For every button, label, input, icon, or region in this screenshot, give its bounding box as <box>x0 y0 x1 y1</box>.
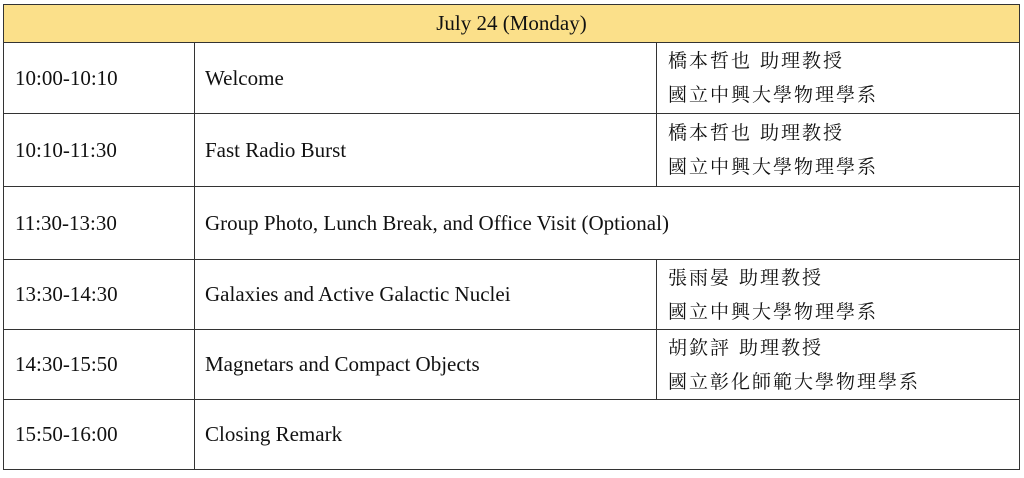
speaker-affiliation: 國立彰化師範大學物理學系 <box>668 370 921 393</box>
table-row <box>4 400 1020 470</box>
speaker-affiliation: 國立中興大學物理學系 <box>668 84 879 106</box>
time-slot: 14:30-15:50 <box>4 330 195 400</box>
speaker-affiliation: 國立中興大學物理學系 <box>668 300 879 323</box>
speaker-info <box>657 260 1020 330</box>
schedule-table <box>3 4 1020 470</box>
table-row <box>4 260 1020 330</box>
speaker-name: 胡欽評 助理教授 <box>668 336 824 359</box>
session-topic: Magnetars and Compact Objects <box>195 330 657 400</box>
table-row <box>4 330 1020 400</box>
speaker-name: 橋本哲也 助理教授 <box>668 122 845 144</box>
speaker-name: 橋本哲也 助理教授 <box>668 50 845 72</box>
time-slot: 11:30-13:30 <box>4 187 195 260</box>
session-topic: Group Photo, Lunch Break, and Office Visit (Optional) <box>195 187 1020 260</box>
speaker-info <box>657 43 1020 114</box>
session-topic: Galaxies and Active Galactic Nuclei <box>195 260 657 330</box>
time-slot: 15:50-16:00 <box>4 400 195 470</box>
time-slot: 10:00-10:10 <box>4 43 195 114</box>
speaker-name: 張雨晏 助理教授 <box>668 266 824 289</box>
speaker-info <box>657 114 1020 187</box>
schedule-header-row <box>4 5 1020 43</box>
time-slot: 13:30-14:30 <box>4 260 195 330</box>
table-row <box>4 187 1020 260</box>
table-row <box>4 114 1020 187</box>
speaker-affiliation: 國立中興大學物理學系 <box>668 156 879 178</box>
session-topic: Welcome <box>195 43 657 114</box>
speaker-info <box>657 330 1020 400</box>
day-title: July 24 (Monday) <box>4 5 1020 43</box>
table-row <box>4 43 1020 114</box>
session-topic: Fast Radio Burst <box>195 114 657 187</box>
time-slot: 10:10-11:30 <box>4 114 195 187</box>
session-topic: Closing Remark <box>195 400 1020 470</box>
